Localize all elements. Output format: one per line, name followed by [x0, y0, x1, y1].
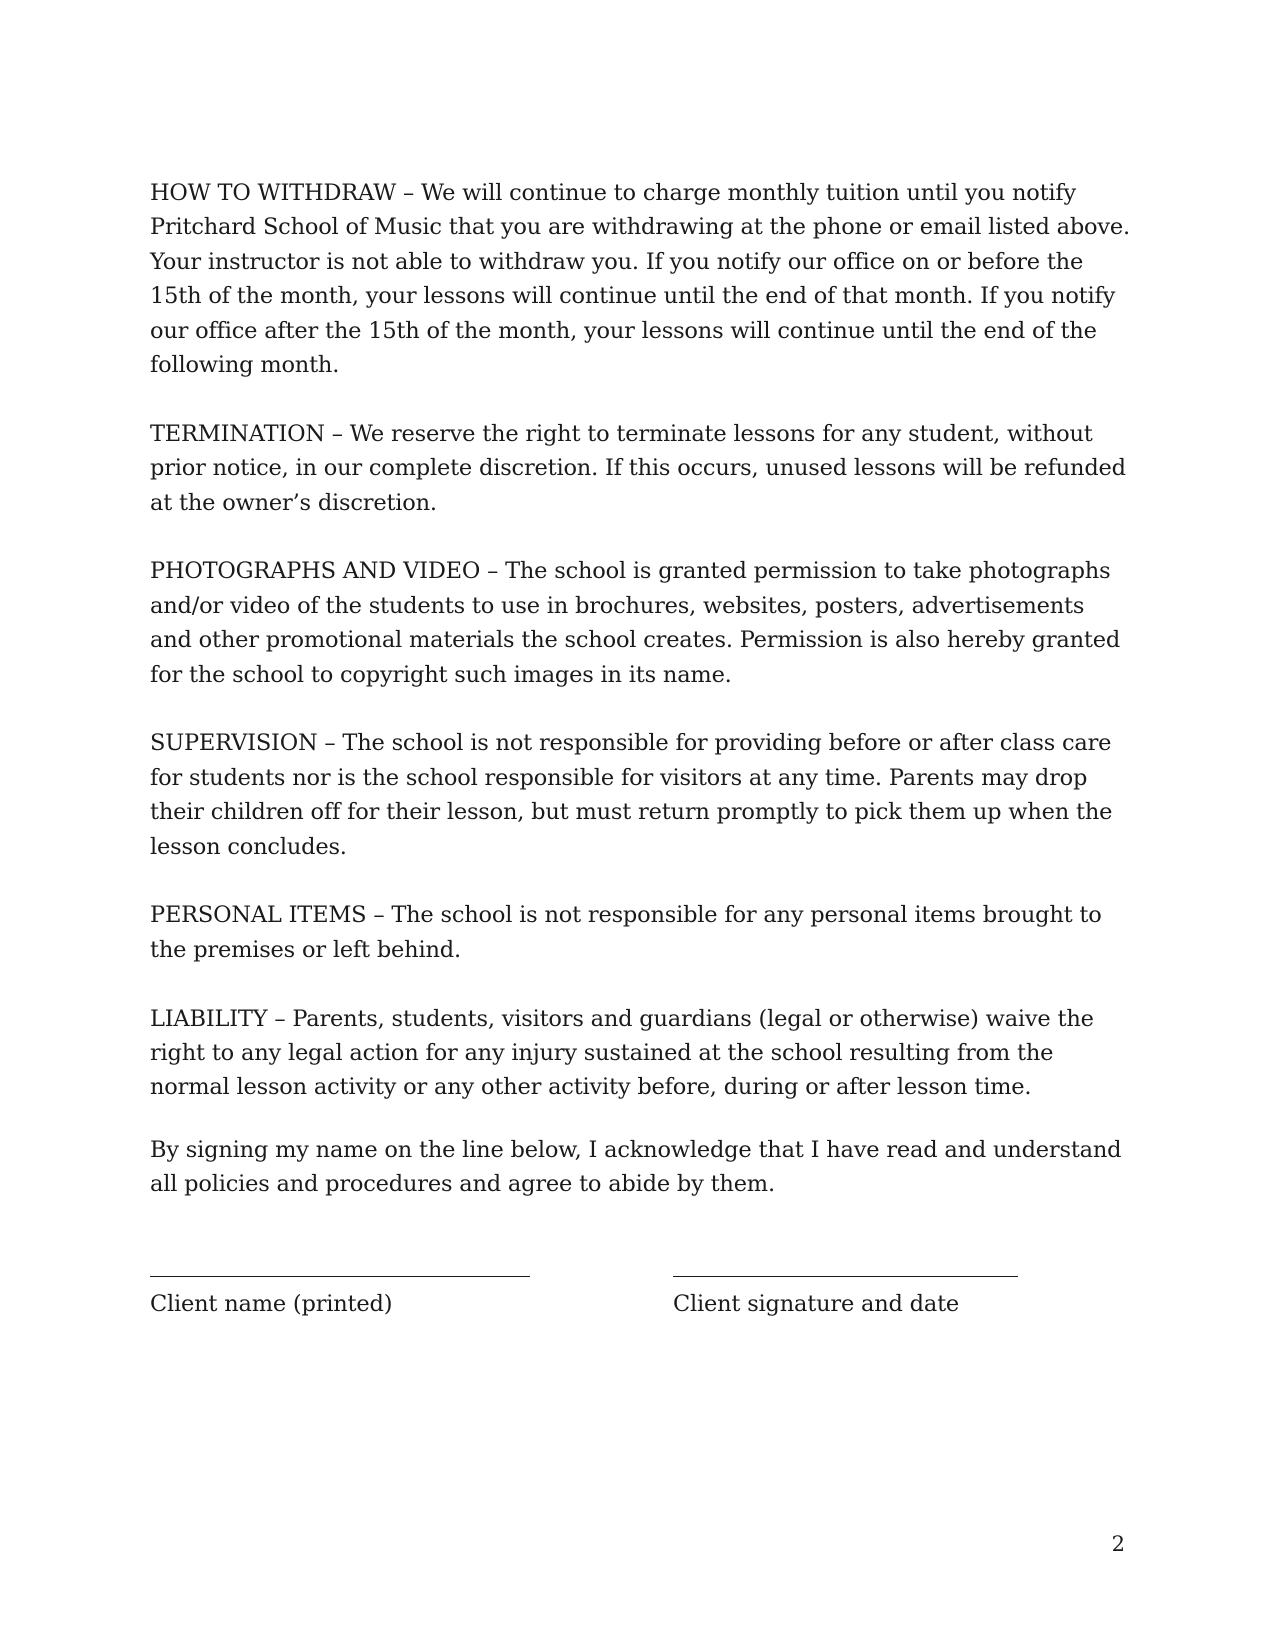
page-number: 2 — [1111, 1532, 1125, 1556]
client-name-signature-block — [150, 1276, 530, 1319]
client-signature-block — [673, 1276, 1018, 1319]
termination-paragraph: TERMINATION – We reserve the right to terminate lessons for any student, without prior notice, in our complete discretion. If this occurs, unused lessons will be refunded at the owner’s discretion. — [150, 420, 1126, 516]
personal-items-paragraph: PERSONAL ITEMS – The school is not responsible for any personal items brought to the premises or left behind. — [150, 902, 1102, 963]
supervision-paragraph: SUPERVISION – The school is not responsible for providing before or after class care for students nor is the school responsible for visitors at any time. Parents may drop their children off for their lesson, but must return promptly to pick them up when the lesson concludes. — [150, 730, 1113, 860]
photographs-video-paragraph: PHOTOGRAPHS AND VIDEO – The school is granted permission to take photographs and/or video of the students to use in brochures, websites, posters, advertisements and other promotional materials the school creates. Permission is also hereby granted for the school to copyright such images in its name. — [150, 558, 1121, 688]
client-signature-label: Client signature and date — [673, 1291, 960, 1317]
acknowledgement-paragraph: By signing my name on the line below, I acknowledge that I have read and understand all policies and procedures and agree to abide by them. — [150, 1136, 1122, 1198]
client-name-line[interactable] — [150, 1276, 530, 1277]
client-signature-line[interactable] — [673, 1276, 1018, 1277]
liability-paragraph: LIABILITY – Parents, students, visitors and guardians (legal or otherwise) waive the right to any legal action for any injury sustained at the school resulting from the normal lesson activity or any other activity before, during or after lesson time. — [150, 1005, 1094, 1101]
withdraw-paragraph: HOW TO WITHDRAW – We will continue to charge monthly tuition until you notify Pritchard School of Music that you are withdrawing at the phone or email listed above. Your instructor is not able to withdraw you. If you notify our office on or before the 15th of the month, your lessons will continue until the end of that month. If you notify our office after the 15th of the month, your lessons will continue until the end of the following month. — [150, 180, 1130, 379]
policy-body — [150, 176, 1130, 1202]
client-name-label: Client name (printed) — [150, 1291, 393, 1317]
